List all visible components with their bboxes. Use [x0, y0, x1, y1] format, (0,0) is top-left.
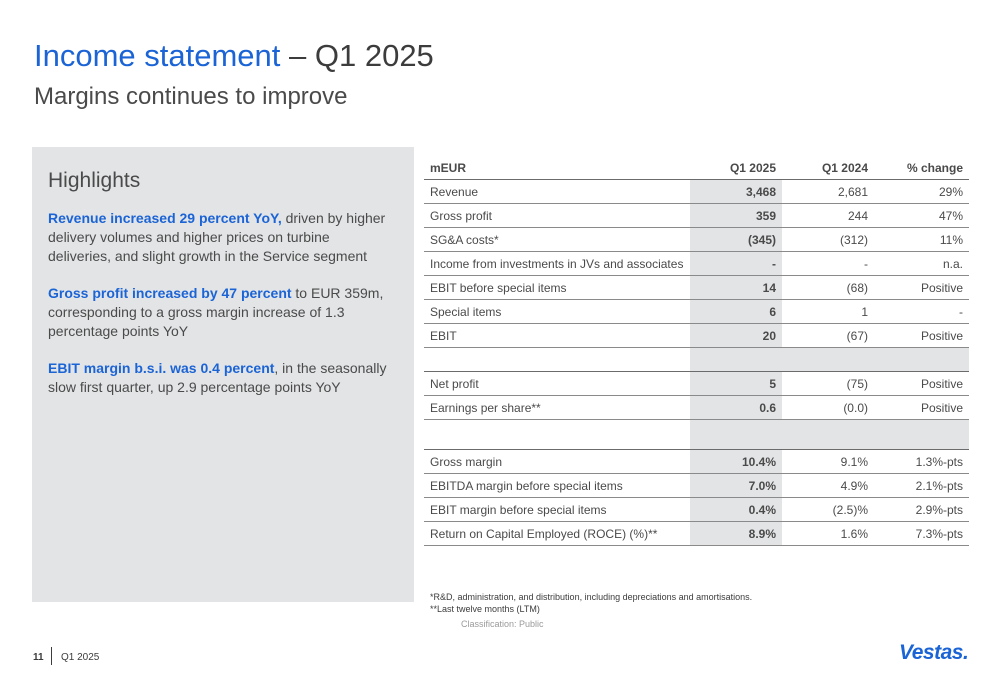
highlights-heading: Highlights — [48, 169, 141, 192]
row-q1-2024: (68) — [782, 276, 874, 300]
table-row — [424, 522, 969, 546]
page-number: 11 — [33, 652, 44, 663]
row-label: EBITDA margin before special items — [424, 474, 690, 498]
page-subtitle: Margins continues to improve — [34, 83, 348, 110]
row-q1-2025: 10.4% — [690, 450, 782, 474]
row-change: 47% — [874, 204, 969, 228]
row-label: Special items — [424, 300, 690, 324]
row-q1-2024: 1.6% — [782, 522, 874, 546]
table-header-row — [424, 156, 969, 180]
row-label: SG&A costs* — [424, 228, 690, 252]
highlight-item — [48, 284, 393, 341]
header-q1-2025: Q1 2025 — [690, 156, 782, 180]
table-row — [424, 300, 969, 324]
footnote-ltm: **Last twelve months (LTM) — [430, 604, 540, 614]
row-q1-2025: 3,468 — [690, 180, 782, 204]
income-statement-table — [424, 156, 969, 546]
row-label: Return on Capital Employed (ROCE) (%)** — [424, 522, 690, 546]
row-label: Income from investments in JVs and associates — [424, 252, 690, 276]
table-row — [424, 204, 969, 228]
row-q1-2025: 0.4% — [690, 498, 782, 522]
footnote-sga: *R&D, administration, and distribution, including depreciations and amortisations. — [430, 592, 753, 602]
row-q1-2025: 5 — [690, 372, 782, 396]
footnotes — [430, 591, 752, 615]
row-q1-2024: - — [782, 252, 874, 276]
spacer-cell — [874, 348, 969, 372]
row-label: Gross margin — [424, 450, 690, 474]
spacer-cell — [424, 420, 690, 450]
row-change: Positive — [874, 372, 969, 396]
row-label: EBIT — [424, 324, 690, 348]
row-change: n.a. — [874, 252, 969, 276]
row-q1-2025: 0.6 — [690, 396, 782, 420]
footer-period: Q1 2025 — [61, 652, 100, 663]
row-q1-2025: 20 — [690, 324, 782, 348]
row-q1-2025: (345) — [690, 228, 782, 252]
row-label: Net profit — [424, 372, 690, 396]
table-row — [424, 276, 969, 300]
table-row — [424, 450, 969, 474]
row-q1-2024: (0.0) — [782, 396, 874, 420]
vestas-logo: Vestas. — [899, 641, 969, 664]
row-q1-2024: (67) — [782, 324, 874, 348]
table-row — [424, 324, 969, 348]
header-mEUR: mEUR — [424, 156, 690, 180]
row-change: Positive — [874, 396, 969, 420]
highlight-item-text: , in the seasonally slow first quarter, up 2.9 percentage points YoY — [48, 360, 387, 395]
table-row — [424, 372, 969, 396]
row-q1-2025: 359 — [690, 204, 782, 228]
table-row — [424, 396, 969, 420]
row-q1-2024: (2.5)% — [782, 498, 874, 522]
row-q1-2025: 14 — [690, 276, 782, 300]
row-change: 29% — [874, 180, 969, 204]
row-q1-2024: 244 — [782, 204, 874, 228]
classification-label: Classification: Public — [461, 619, 544, 629]
row-label: Earnings per share** — [424, 396, 690, 420]
header-change: % change — [874, 156, 969, 180]
row-label: Gross profit — [424, 204, 690, 228]
highlight-item-bold: Revenue increased 29 percent YoY, — [48, 210, 282, 226]
row-q1-2024: (312) — [782, 228, 874, 252]
table-row — [424, 498, 969, 522]
page-title — [34, 38, 434, 74]
row-q1-2024: 4.9% — [782, 474, 874, 498]
highlights-body — [48, 209, 393, 415]
highlight-item — [48, 209, 393, 266]
row-change: Positive — [874, 324, 969, 348]
row-q1-2025: 7.0% — [690, 474, 782, 498]
row-label: Revenue — [424, 180, 690, 204]
table-row — [424, 180, 969, 204]
row-label: EBIT before special items — [424, 276, 690, 300]
row-change: 2.9%-pts — [874, 498, 969, 522]
spacer-cell — [424, 348, 690, 372]
table-row — [424, 228, 969, 252]
row-change: - — [874, 300, 969, 324]
table-row — [424, 252, 969, 276]
table-row — [424, 474, 969, 498]
highlight-item-bold: EBIT margin b.s.i. was 0.4 percent — [48, 360, 275, 376]
table-spacer-row — [424, 420, 969, 450]
row-q1-2025: 6 — [690, 300, 782, 324]
row-change: Positive — [874, 276, 969, 300]
highlight-item-text: to EUR 359m, corresponding to a gross margin increase of 1.3 percentage points YoY — [48, 285, 384, 339]
row-change: 1.3%-pts — [874, 450, 969, 474]
row-q1-2024: 1 — [782, 300, 874, 324]
spacer-cell — [782, 420, 874, 450]
highlight-item-bold: Gross profit increased by 47 percent — [48, 285, 292, 301]
spacer-cell — [690, 420, 782, 450]
row-q1-2025: 8.9% — [690, 522, 782, 546]
footer-divider — [51, 647, 52, 665]
spacer-cell — [690, 348, 782, 372]
header-q1-2024: Q1 2024 — [782, 156, 874, 180]
row-change: 11% — [874, 228, 969, 252]
spacer-cell — [782, 348, 874, 372]
spacer-cell — [874, 420, 969, 450]
page-title-period: – Q1 2025 — [280, 38, 434, 73]
table-spacer-row — [424, 348, 969, 372]
row-q1-2024: 9.1% — [782, 450, 874, 474]
row-label: EBIT margin before special items — [424, 498, 690, 522]
highlight-item-text: driven by higher delivery volumes and higher prices on turbine deliveries, and slight growth in the Service segment — [48, 210, 386, 264]
row-change: 7.3%-pts — [874, 522, 969, 546]
row-change: 2.1%-pts — [874, 474, 969, 498]
highlights-panel — [32, 147, 414, 602]
page-title-accent: Income statement — [34, 38, 281, 73]
highlight-item — [48, 359, 393, 397]
row-q1-2025: - — [690, 252, 782, 276]
row-q1-2024: 2,681 — [782, 180, 874, 204]
row-q1-2024: (75) — [782, 372, 874, 396]
